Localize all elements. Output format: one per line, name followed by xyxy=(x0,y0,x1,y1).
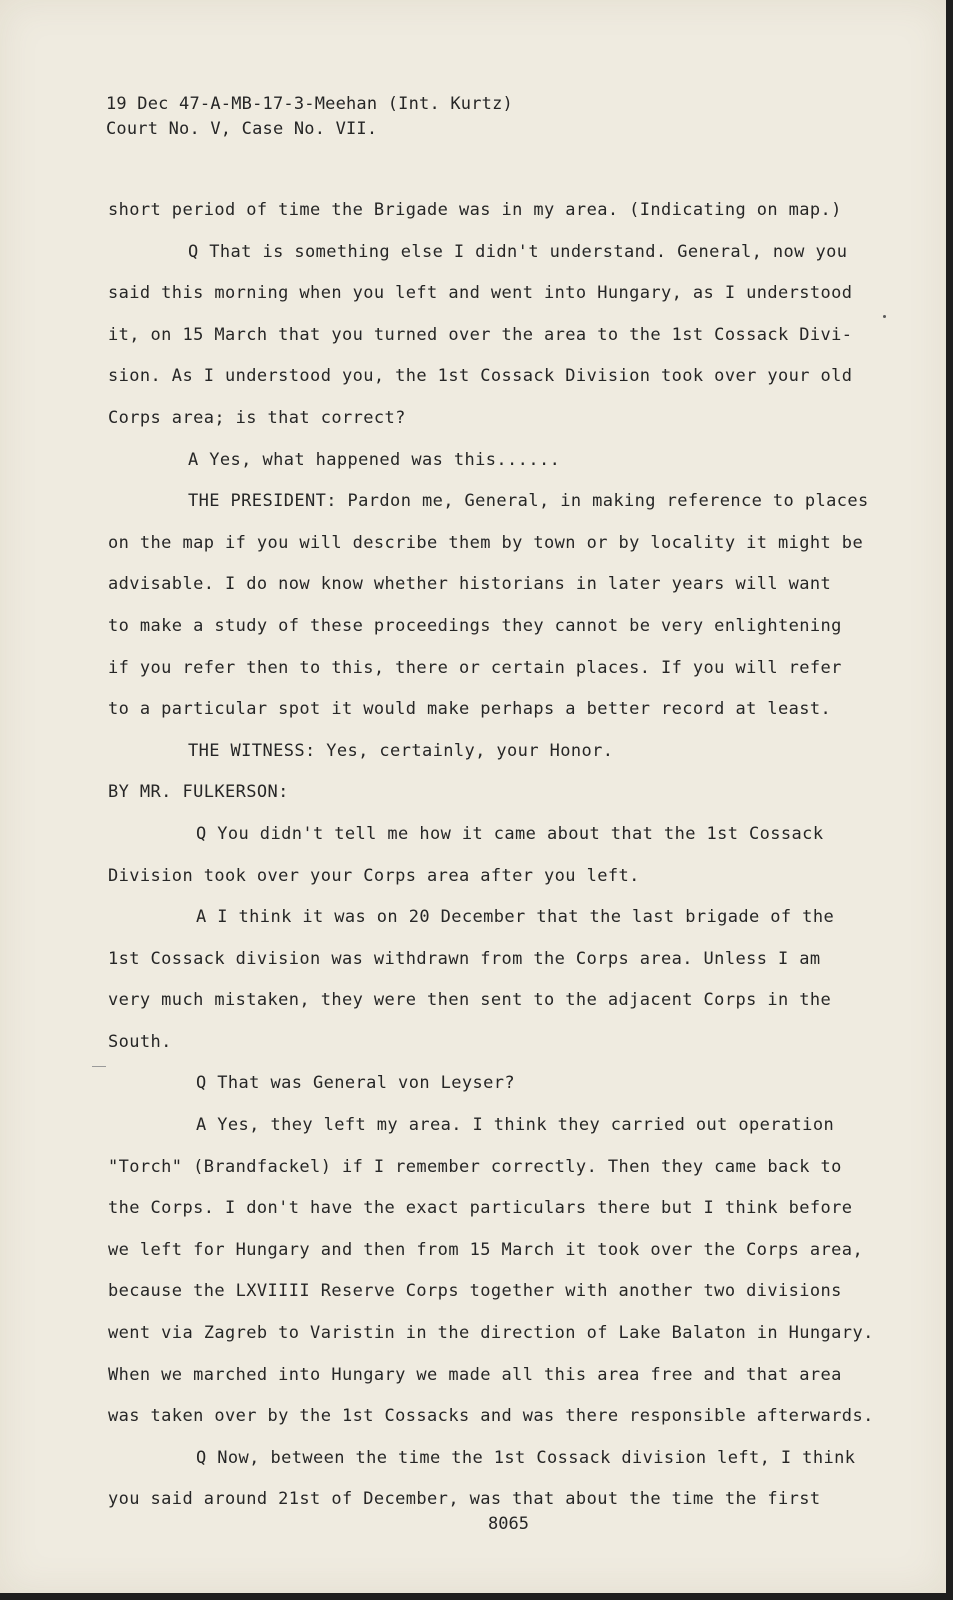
text-line: you said around 21st of December, was that about the time the first xyxy=(108,1489,821,1510)
text-line: to a particular spot it would make perhaps a better record at least. xyxy=(108,699,832,720)
text-line: if you refer then to this, there or certain places. If you will refer xyxy=(108,657,842,678)
text-line: we left for Hungary and then from 15 March it took over the Corps area, xyxy=(108,1239,864,1260)
text-line: Q That was General von Leyser? xyxy=(196,1073,516,1094)
text-line: because the LXVIIII Reserve Corps together with another two divisions xyxy=(108,1281,842,1302)
text-line: it, on 15 March that you turned over the area to the 1st Cossack Divi- xyxy=(108,324,853,345)
text-line: Corps area; is that correct? xyxy=(108,407,406,428)
text-line: A Yes, they left my area. I think they carried out operation xyxy=(196,1115,835,1136)
text-line: short period of time the Brigade was in my area. (Indicating on map.) xyxy=(108,200,842,220)
text-line: BY MR. FULKERSON: xyxy=(108,782,289,803)
text-line: "Torch" (Brandfackel) if I remember correctly. Then they came back to xyxy=(108,1156,842,1177)
header-case-line: 19 Dec 47-A-MB-17-3-Meehan (Int. Kurtz) xyxy=(106,94,513,114)
text-line: sion. As I understood you, the 1st Cossack Division took over your old xyxy=(108,366,853,387)
text-line: advisable. I do now know whether historians in later years will want xyxy=(108,574,832,595)
text-line: South. xyxy=(108,1031,172,1052)
text-line: THE PRESIDENT: Pardon me, General, in making reference to places xyxy=(188,491,869,512)
paper-speck xyxy=(92,1066,106,1067)
text-line: said this morning when you left and went into Hungary, as I understood xyxy=(108,283,853,304)
transcript-body xyxy=(108,190,874,1521)
text-line: went via Zagreb to Varistin in the direction of Lake Balaton in Hungary. xyxy=(108,1323,874,1344)
document-header xyxy=(106,92,513,142)
text-line: Q That is something else I didn't understand. General, now you xyxy=(188,241,848,262)
text-line: THE WITNESS: Yes, certainly, your Honor. xyxy=(188,740,614,761)
text-line: When we marched into Hungary we made all this area free and that area xyxy=(108,1364,842,1385)
text-line: 1st Cossack division was withdrawn from the Corps area. Unless I am xyxy=(108,948,821,969)
text-line: Q You didn't tell me how it came about that the 1st Cossack xyxy=(196,823,824,844)
text-line: A Yes, what happened was this...... xyxy=(188,449,561,470)
text-line: the Corps. I don't have the exact particulars there but I think before xyxy=(108,1198,853,1219)
text-line: Q Now, between the time the 1st Cossack division left, I think xyxy=(196,1447,856,1468)
scan-edge-right xyxy=(946,0,953,1600)
text-line: Division took over your Corps area after you left. xyxy=(108,865,640,886)
header-court-line: Court No. V, Case No. VII. xyxy=(106,119,378,139)
text-line: on the map if you will describe them by town or by locality it might be xyxy=(108,532,864,553)
page-number: 8065 xyxy=(488,1514,529,1534)
text-line: was taken over by the 1st Cossacks and was there responsible afterwards. xyxy=(108,1406,874,1427)
text-line: to make a study of these proceedings they cannot be very enlightening xyxy=(108,615,842,636)
paper-speck xyxy=(883,315,886,318)
scan-edge-bottom xyxy=(0,1593,953,1600)
text-line: A I think it was on 20 December that the last brigade of the xyxy=(196,907,835,928)
text-line: very much mistaken, they were then sent to the adjacent Corps in the xyxy=(108,990,832,1011)
